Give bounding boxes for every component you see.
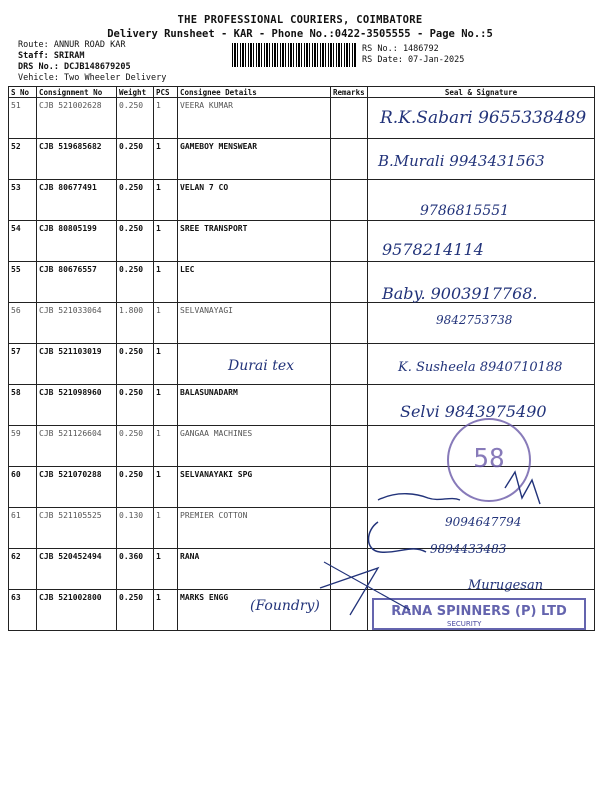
- handwriting-row-56: 9842753738: [436, 313, 513, 327]
- sno: 57: [9, 344, 37, 385]
- scribble-stroke: [369, 522, 427, 552]
- pcs: 1: [154, 344, 178, 385]
- handwriting-row-54: 9578214114: [382, 240, 484, 259]
- pcs: 1: [154, 590, 178, 631]
- handwriting-row-53: 9786815551: [420, 203, 510, 219]
- weight: 0.250: [117, 221, 154, 262]
- sno: 52: [9, 139, 37, 180]
- remark-row-57: Durai tex: [228, 358, 295, 374]
- signature-scribbles: [300, 470, 590, 620]
- handwriting-row-61: 9094647794: [445, 515, 522, 529]
- runsheet-subtitle: Delivery Runsheet - KAR - Phone No.:0422-3505555 - Page No.:5: [107, 28, 493, 40]
- remarks: [331, 139, 368, 180]
- remarks: [331, 98, 368, 139]
- consignee: VELAN 7 CO: [178, 180, 331, 221]
- handwriting-row-62: 9894433483: [430, 542, 507, 556]
- scribble-stroke: [320, 568, 378, 615]
- remark-row-63: (Foundry): [250, 598, 320, 614]
- table-header: [9, 87, 595, 98]
- weight: 0.250: [117, 385, 154, 426]
- handwriting-row-51: R.K.Sabari 9655338489: [380, 108, 587, 128]
- scribble-stroke: [378, 494, 460, 500]
- weight: 0.250: [117, 344, 154, 385]
- pcs: 1: [154, 508, 178, 549]
- remarks: [331, 303, 368, 344]
- table-row: [9, 221, 595, 262]
- col-sno: S No: [9, 87, 37, 98]
- consignee: RANA: [178, 549, 331, 590]
- consignment-no: CJB 521098960: [37, 385, 117, 426]
- consignee: SELVANAYAGI: [178, 303, 331, 344]
- consignee: GAMEBOY MENSWEAR: [178, 139, 331, 180]
- pcs: 1: [154, 139, 178, 180]
- pcs: 1: [154, 98, 178, 139]
- weight: 0.250: [117, 426, 154, 467]
- handwriting-row-55: Baby. 9003917768.: [382, 284, 538, 303]
- weight: 0.250: [117, 180, 154, 221]
- weight: 0.250: [117, 590, 154, 631]
- sno: 63: [9, 590, 37, 631]
- sno: 54: [9, 221, 37, 262]
- consignment-no: CJB 521002800: [37, 590, 117, 631]
- staff-label: Staff: SRIRAM: [18, 51, 85, 61]
- consignee: VEERA KUMAR: [178, 98, 331, 139]
- remarks: [331, 262, 368, 303]
- scribble-stroke: [324, 562, 410, 610]
- consignee: SELVANAYAKI SPG: [178, 467, 331, 508]
- consignment-no: CJB 80805199: [37, 221, 117, 262]
- route-info: [18, 40, 166, 84]
- pcs: 1: [154, 180, 178, 221]
- consignee: PREMIER COTTON: [178, 508, 331, 549]
- scribble-stroke: [505, 472, 540, 504]
- pcs: 1: [154, 303, 178, 344]
- consignee: SREE TRANSPORT: [178, 221, 331, 262]
- pcs: 1: [154, 426, 178, 467]
- consignee: GANGAA MACHINES: [178, 426, 331, 467]
- rs-info: [362, 44, 464, 66]
- consignment-no: CJB 521033064: [37, 303, 117, 344]
- sno: 58: [9, 385, 37, 426]
- sno: 56: [9, 303, 37, 344]
- weight: 0.250: [117, 139, 154, 180]
- sno: 51: [9, 98, 37, 139]
- pcs: 1: [154, 385, 178, 426]
- company-rect-stamp: RANA SPINNERS (P) LTD: [372, 598, 586, 630]
- remarks: [331, 385, 368, 426]
- drs-label: DRS No.: DCJB148679205: [18, 62, 131, 72]
- pcs: 1: [154, 221, 178, 262]
- weight: 0.250: [117, 467, 154, 508]
- consignee: LEC: [178, 262, 331, 303]
- col-weight: Weight: [117, 87, 154, 98]
- handwriting-row-57: K. Susheela 8940710188: [398, 360, 563, 375]
- company-title: THE PROFESSIONAL COURIERS, COIMBATORE: [177, 14, 423, 26]
- handwriting-row-52: B.Murali 9943431563: [378, 152, 545, 170]
- col-pcs: PCS: [154, 87, 178, 98]
- consignment-no: CJB 521126604: [37, 426, 117, 467]
- sno: 53: [9, 180, 37, 221]
- col-consignee: Consignee Details: [178, 87, 331, 98]
- col-remarks: Remarks: [331, 87, 368, 98]
- sno: 61: [9, 508, 37, 549]
- consignment-no: CJB 80676557: [37, 262, 117, 303]
- consignment-no: CJB 521103019: [37, 344, 117, 385]
- route-label: Route: ANNUR ROAD KAR: [18, 40, 126, 50]
- sno: 60: [9, 467, 37, 508]
- remarks: [331, 221, 368, 262]
- weight: 0.250: [117, 262, 154, 303]
- barcode: [232, 43, 356, 67]
- round-seal-stamp: 58: [447, 418, 531, 502]
- weight: 0.130: [117, 508, 154, 549]
- consignment-no: CJB 520452494: [37, 549, 117, 590]
- consignment-no: CJB 80677491: [37, 180, 117, 221]
- pcs: 1: [154, 262, 178, 303]
- pcs: 1: [154, 549, 178, 590]
- consignee: BALASUNADARM: [178, 385, 331, 426]
- consignment-no: CJB 521105525: [37, 508, 117, 549]
- consignee: MARKS ENGG: [178, 590, 331, 631]
- sno: 59: [9, 426, 37, 467]
- security-stamp-label: SECURITY: [447, 620, 482, 628]
- handwriting-row-63: Murugesan: [468, 578, 544, 593]
- remarks: [331, 180, 368, 221]
- rs-date: RS Date: 07-Jan-2025: [362, 55, 465, 65]
- weight: 0.360: [117, 549, 154, 590]
- sno: 55: [9, 262, 37, 303]
- remarks: [331, 426, 368, 467]
- col-signature: Seal & Signature: [368, 87, 595, 98]
- pcs: 1: [154, 467, 178, 508]
- sno: 62: [9, 549, 37, 590]
- consignment-no: CJB 521070288: [37, 467, 117, 508]
- weight: 0.250: [117, 98, 154, 139]
- remarks: [331, 344, 368, 385]
- weight: 1.800: [117, 303, 154, 344]
- consignment-no: CJB 521002628: [37, 98, 117, 139]
- consignment-no: CJB 519685682: [37, 139, 117, 180]
- vehicle-label: Vehicle: Two Wheeler Delivery: [18, 73, 167, 83]
- col-consignment: Consignment No: [37, 87, 117, 98]
- handwriting-row-58: Selvi 9843975490: [400, 402, 547, 421]
- rs-number: RS No.: 1486792: [362, 44, 439, 54]
